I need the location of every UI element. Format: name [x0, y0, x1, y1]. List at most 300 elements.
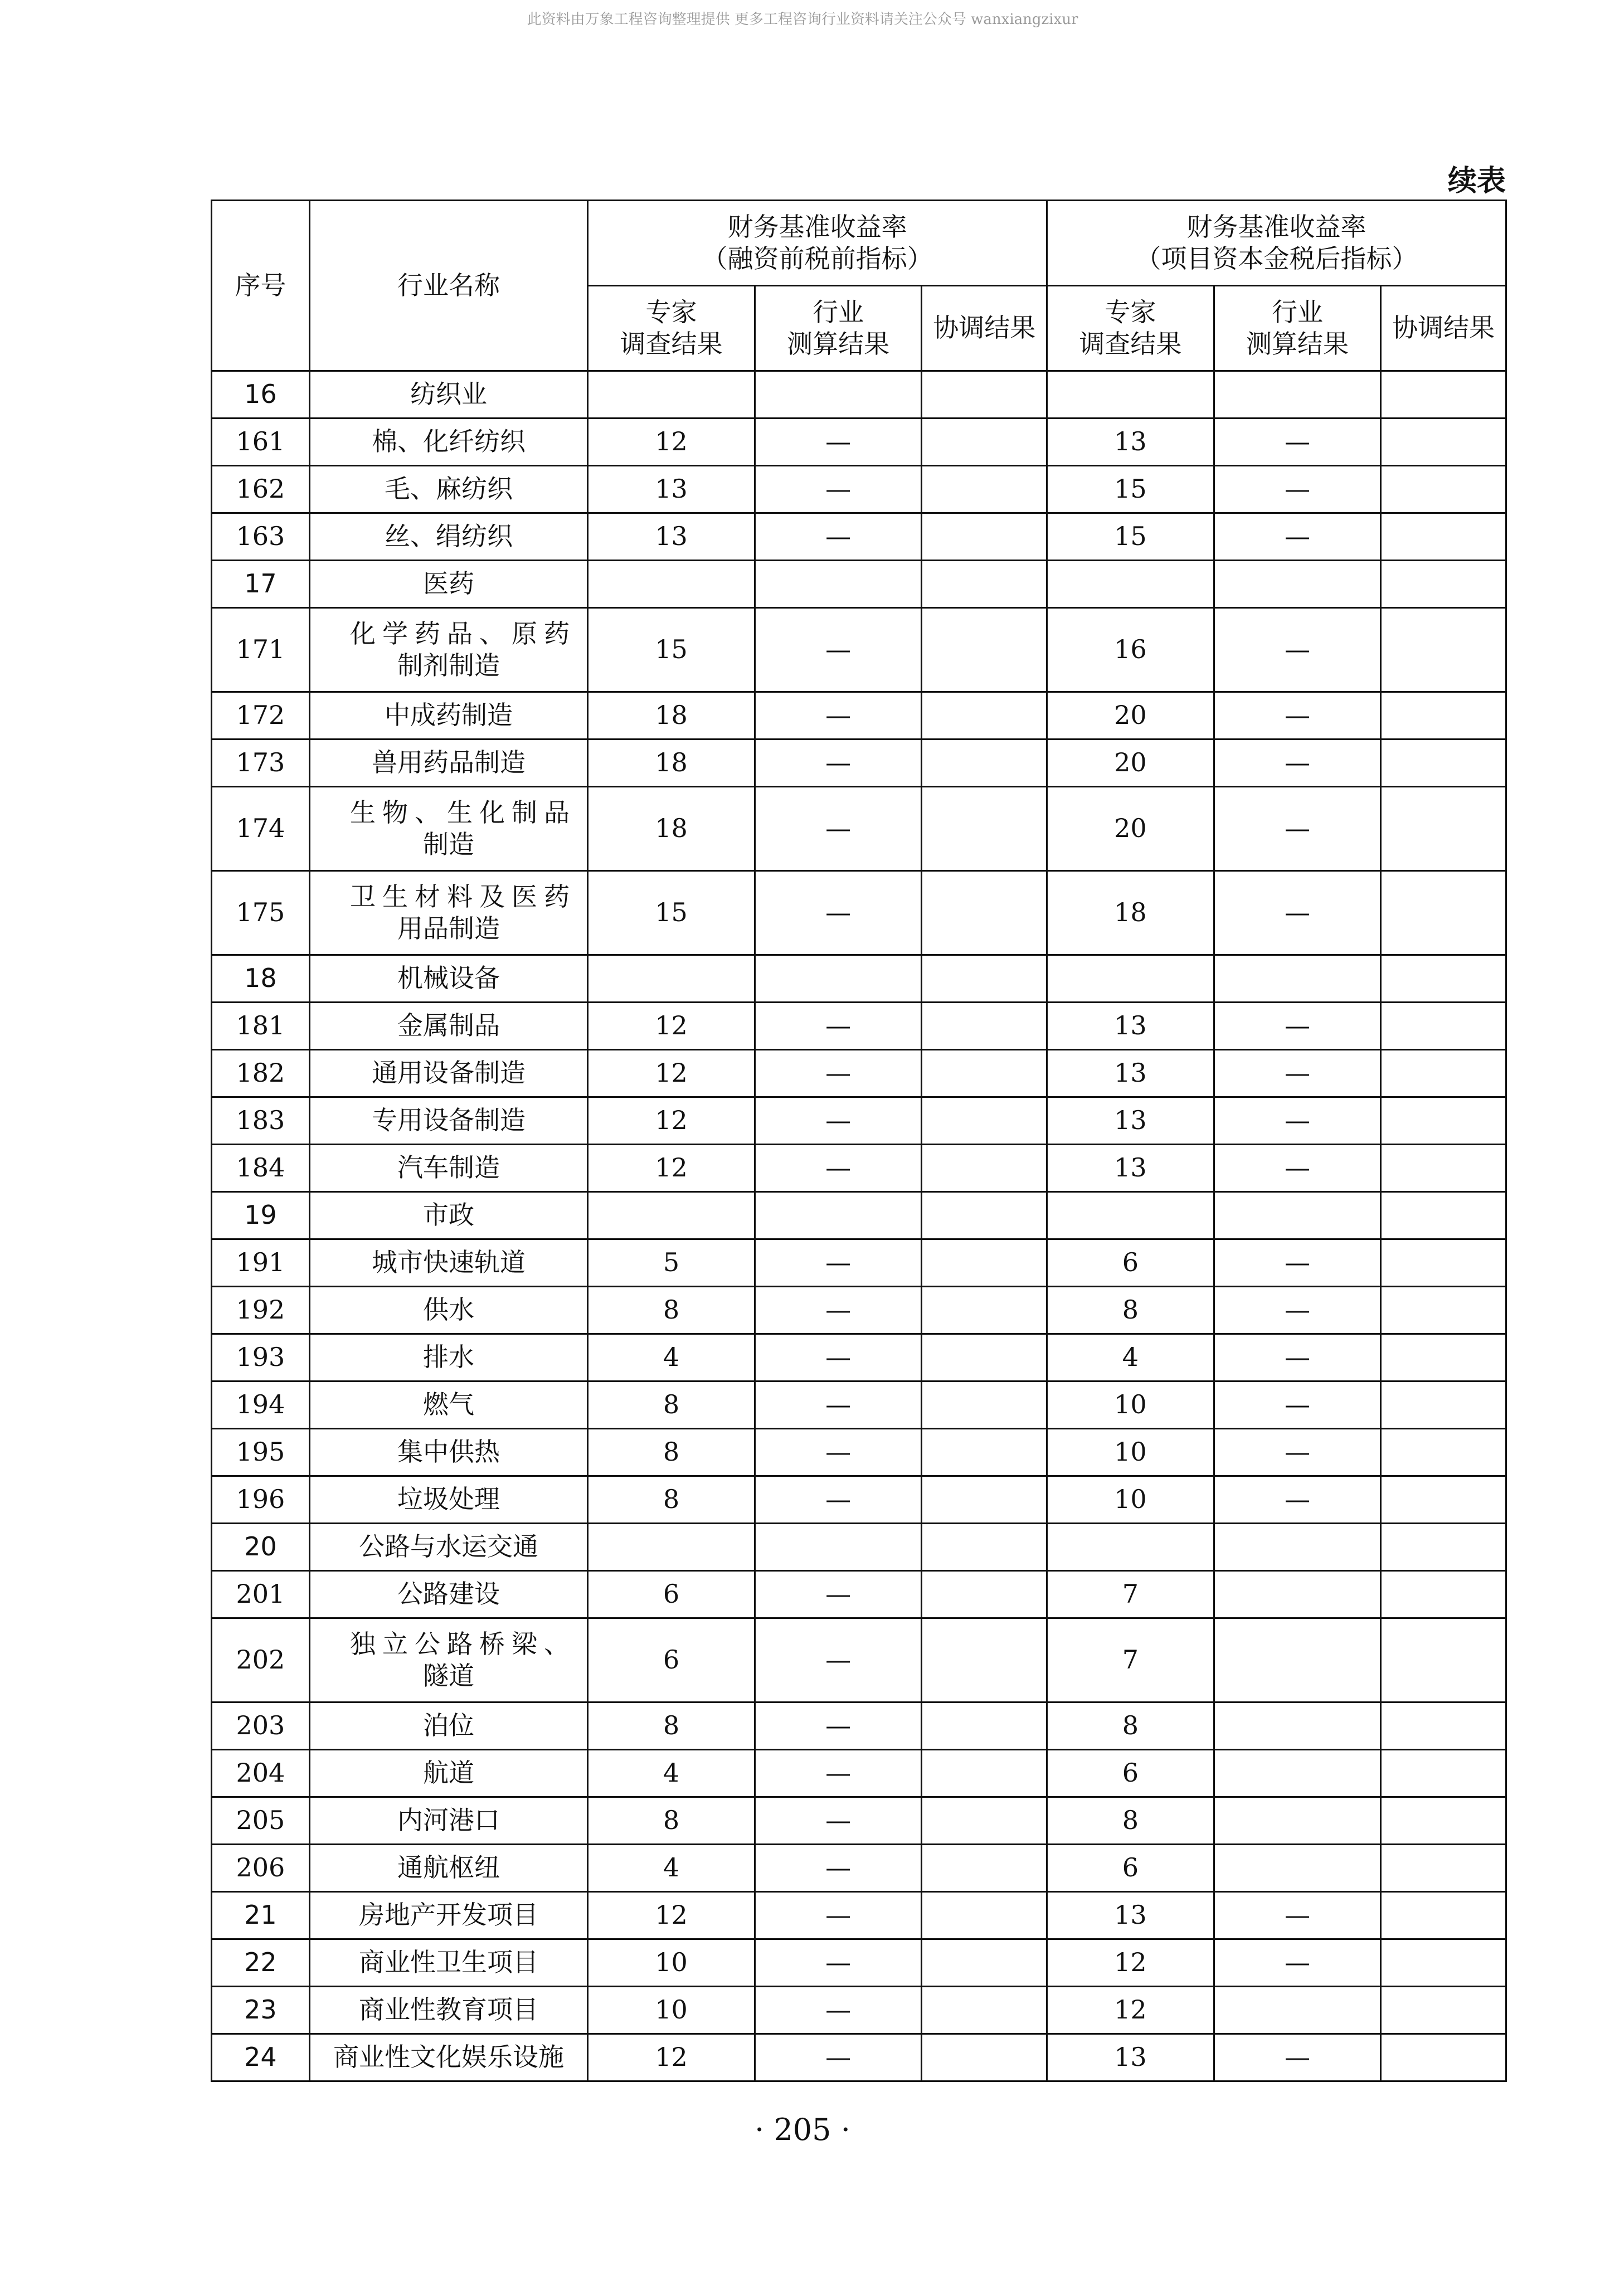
header-calc-1-l2: 测算结果 [787, 329, 890, 359]
row-coord-aftertax [1381, 1287, 1506, 1334]
row-industry-name: 垃圾处理 [309, 1476, 587, 1524]
header-expert-2-l1: 专家 [1105, 296, 1156, 327]
row-industry-name: 金属制品 [309, 1003, 587, 1050]
table-row [212, 466, 1506, 513]
table-row [212, 1939, 1506, 1987]
table-row [212, 1239, 1506, 1287]
row-calc-aftertax: — [1214, 871, 1381, 955]
row-calc-pretax [755, 561, 922, 608]
row-coord-pretax [922, 1476, 1047, 1524]
row-code: 205 [212, 1797, 310, 1845]
table-row [212, 371, 1506, 419]
row-industry-name: 机械设备 [309, 955, 587, 1003]
row-code: 21 [212, 1892, 310, 1939]
row-code: 193 [212, 1334, 310, 1382]
row-industry-name: 丝、绢纺织 [309, 513, 587, 561]
row-calc-aftertax: — [1214, 740, 1381, 787]
row-expert-pretax: 12 [588, 2034, 755, 2081]
row-code: 202 [212, 1618, 310, 1702]
table-row [212, 871, 1506, 955]
header-group-aftertax-line1: 财务基准收益率 [1186, 211, 1366, 242]
table-row [212, 1050, 1506, 1097]
row-calc-aftertax: — [1214, 787, 1381, 871]
row-coord-pretax [922, 1097, 1047, 1145]
row-coord-aftertax [1381, 1476, 1506, 1524]
row-expert-pretax: 18 [588, 740, 755, 787]
row-expert-pretax: 18 [588, 692, 755, 740]
row-expert-aftertax: 6 [1047, 1239, 1214, 1287]
row-calc-aftertax [1214, 1618, 1381, 1702]
row-expert-aftertax: 13 [1047, 1050, 1214, 1097]
row-calc-pretax: — [755, 466, 922, 513]
row-calc-pretax [755, 1192, 922, 1239]
row-calc-aftertax: — [1214, 1003, 1381, 1050]
row-industry-name-line1: 卫生材料及医药 [350, 881, 577, 912]
row-expert-pretax: 8 [588, 1382, 755, 1429]
row-code: 174 [212, 787, 310, 871]
row-coord-aftertax [1381, 1050, 1506, 1097]
row-coord-pretax [922, 608, 1047, 692]
row-coord-aftertax [1381, 419, 1506, 466]
row-coord-aftertax [1381, 2034, 1506, 2081]
row-coord-pretax [922, 871, 1047, 955]
row-calc-aftertax: — [1214, 1239, 1381, 1287]
row-industry-name: 市政 [309, 1192, 587, 1239]
row-industry-name: 燃气 [309, 1382, 587, 1429]
table-row [212, 1287, 1506, 1334]
row-coord-aftertax [1381, 1192, 1506, 1239]
header-group-aftertax-line2: （项目资本金税后指标） [1135, 244, 1418, 274]
table-row [212, 2034, 1506, 2081]
row-expert-aftertax: 20 [1047, 692, 1214, 740]
row-expert-pretax: 6 [588, 1618, 755, 1702]
row-expert-aftertax: 18 [1047, 871, 1214, 955]
row-code: 17 [212, 561, 310, 608]
row-calc-pretax: — [755, 1618, 922, 1702]
row-industry-name: 内河港口 [309, 1797, 587, 1845]
row-industry-name: 公路建设 [309, 1571, 587, 1618]
row-expert-aftertax: 8 [1047, 1797, 1214, 1845]
row-coord-aftertax [1381, 1239, 1506, 1287]
row-code: 16 [212, 371, 310, 419]
row-code: 23 [212, 1987, 310, 2034]
row-calc-pretax: — [755, 1239, 922, 1287]
row-calc-pretax: — [755, 1702, 922, 1750]
row-industry-name: 毛、麻纺织 [309, 466, 587, 513]
row-calc-pretax [755, 1524, 922, 1571]
row-industry-name-line2: 制造 [423, 829, 475, 859]
row-calc-pretax [755, 371, 922, 419]
row-code: 172 [212, 692, 310, 740]
row-coord-aftertax [1381, 513, 1506, 561]
row-industry-name: 航道 [309, 1750, 587, 1797]
row-calc-pretax: — [755, 692, 922, 740]
row-coord-pretax [922, 1845, 1047, 1892]
row-calc-pretax: — [755, 1334, 922, 1382]
row-coord-pretax [922, 740, 1047, 787]
row-calc-aftertax [1214, 1702, 1381, 1750]
row-code: 206 [212, 1845, 310, 1892]
row-code: 192 [212, 1287, 310, 1334]
row-coord-pretax [922, 1050, 1047, 1097]
row-industry-name: 专用设备制造 [309, 1097, 587, 1145]
row-expert-aftertax: 10 [1047, 1476, 1214, 1524]
row-calc-aftertax: — [1214, 1476, 1381, 1524]
row-calc-pretax: — [755, 1003, 922, 1050]
row-industry-name: 公路与水运交通 [309, 1524, 587, 1571]
watermark-text: 此资料由万象工程咨询整理提供 更多工程咨询行业资料请关注公众号 wanxiangzixur [527, 11, 1078, 28]
row-industry-name: 医药 [309, 561, 587, 608]
row-coord-pretax [922, 419, 1047, 466]
row-coord-pretax [922, 1429, 1047, 1476]
header-group-aftertax [1047, 201, 1506, 286]
row-coord-aftertax [1381, 466, 1506, 513]
table-row [212, 1702, 1506, 1750]
table-row [212, 1750, 1506, 1797]
row-coord-pretax [922, 1145, 1047, 1192]
row-coord-aftertax [1381, 1524, 1506, 1571]
row-calc-aftertax: — [1214, 1145, 1381, 1192]
row-industry-name: 商业性卫生项目 [309, 1939, 587, 1987]
table-row [212, 787, 1506, 871]
row-calc-aftertax: — [1214, 1382, 1381, 1429]
row-calc-pretax: — [755, 1382, 922, 1429]
row-calc-aftertax: — [1214, 1050, 1381, 1097]
table-row [212, 1192, 1506, 1239]
row-coord-pretax [922, 1334, 1047, 1382]
row-expert-pretax: 12 [588, 1097, 755, 1145]
row-calc-aftertax [1214, 1192, 1381, 1239]
row-coord-aftertax [1381, 692, 1506, 740]
row-industry-name: 通用设备制造 [309, 1050, 587, 1097]
row-calc-pretax: — [755, 1571, 922, 1618]
table-row [212, 1476, 1506, 1524]
row-code: 175 [212, 871, 310, 955]
row-coord-aftertax [1381, 1097, 1506, 1145]
row-coord-pretax [922, 1939, 1047, 1987]
row-calc-pretax: — [755, 1429, 922, 1476]
row-coord-pretax [922, 371, 1047, 419]
row-coord-pretax [922, 1239, 1047, 1287]
row-calc-pretax: — [755, 2034, 922, 2081]
row-industry-name-line1: 生物、生化制品 [350, 797, 577, 828]
header-calc-1-l1: 行业 [813, 296, 864, 327]
row-industry-name: 排水 [309, 1334, 587, 1382]
row-coord-pretax [922, 1892, 1047, 1939]
row-industry-name-line1: 独立公路桥梁、 [350, 1628, 577, 1659]
table-row [212, 1987, 1506, 2034]
row-expert-pretax [588, 1192, 755, 1239]
row-industry-name-line1: 化学药品、原药 [350, 618, 577, 649]
row-coord-pretax [922, 1987, 1047, 2034]
row-industry-name: 中成药制造 [309, 692, 587, 740]
row-coord-aftertax [1381, 371, 1506, 419]
row-code: 191 [212, 1239, 310, 1287]
row-code: 18 [212, 955, 310, 1003]
row-industry-name [309, 608, 587, 692]
row-expert-aftertax [1047, 561, 1214, 608]
header-calc-2-l2: 测算结果 [1246, 329, 1349, 359]
row-industry-name-line2: 制剂制造 [397, 650, 500, 680]
row-coord-pretax [922, 1797, 1047, 1845]
table-row [212, 1003, 1506, 1050]
row-industry-name: 商业性教育项目 [309, 1987, 587, 2034]
row-expert-pretax: 12 [588, 1003, 755, 1050]
row-calc-aftertax [1214, 1571, 1381, 1618]
row-calc-aftertax: — [1214, 692, 1381, 740]
row-calc-pretax: — [755, 871, 922, 955]
table-row [212, 1334, 1506, 1382]
row-code: 181 [212, 1003, 310, 1050]
row-expert-pretax: 12 [588, 419, 755, 466]
row-expert-pretax: 12 [588, 1892, 755, 1939]
row-coord-pretax [922, 692, 1047, 740]
row-calc-aftertax: — [1214, 608, 1381, 692]
table-row [212, 1524, 1506, 1571]
row-coord-aftertax [1381, 787, 1506, 871]
row-coord-aftertax [1381, 1702, 1506, 1750]
row-calc-pretax: — [755, 1845, 922, 1892]
row-calc-aftertax: — [1214, 1334, 1381, 1382]
row-calc-aftertax: — [1214, 1287, 1381, 1334]
row-industry-name: 纺织业 [309, 371, 587, 419]
header-industry: 行业名称 [309, 201, 587, 371]
row-industry-name: 汽车制造 [309, 1145, 587, 1192]
row-expert-aftertax [1047, 371, 1214, 419]
row-code: 161 [212, 419, 310, 466]
row-calc-aftertax: — [1214, 466, 1381, 513]
row-industry-name: 集中供热 [309, 1429, 587, 1476]
row-expert-pretax [588, 371, 755, 419]
table-row [212, 1429, 1506, 1476]
row-coord-pretax [922, 1382, 1047, 1429]
row-expert-aftertax: 4 [1047, 1334, 1214, 1382]
row-calc-aftertax: — [1214, 2034, 1381, 2081]
row-industry-name-line2: 用品制造 [397, 913, 500, 943]
row-coord-pretax [922, 1618, 1047, 1702]
row-expert-aftertax: 6 [1047, 1845, 1214, 1892]
row-calc-pretax: — [755, 1050, 922, 1097]
header-calc-1 [755, 286, 922, 371]
row-calc-aftertax: — [1214, 513, 1381, 561]
row-code: 195 [212, 1429, 310, 1476]
table-row [212, 561, 1506, 608]
header-expert-1-l1: 专家 [645, 296, 697, 327]
table-row [212, 1145, 1506, 1192]
row-coord-aftertax [1381, 955, 1506, 1003]
row-industry-name: 兽用药品制造 [309, 740, 587, 787]
row-expert-pretax: 13 [588, 513, 755, 561]
row-calc-aftertax [1214, 1797, 1381, 1845]
row-expert-aftertax: 13 [1047, 2034, 1214, 2081]
row-coord-aftertax [1381, 561, 1506, 608]
table-row [212, 740, 1506, 787]
row-coord-pretax [922, 787, 1047, 871]
row-expert-pretax: 4 [588, 1750, 755, 1797]
row-calc-pretax: — [755, 1987, 922, 2034]
header-expert-1-l2: 调查结果 [620, 329, 723, 359]
row-coord-aftertax [1381, 1845, 1506, 1892]
table-row [212, 1797, 1506, 1845]
row-code: 19 [212, 1192, 310, 1239]
row-calc-pretax: — [755, 1097, 922, 1145]
row-coord-pretax [922, 1192, 1047, 1239]
row-expert-aftertax: 6 [1047, 1750, 1214, 1797]
row-coord-pretax [922, 1750, 1047, 1797]
row-expert-aftertax: 15 [1047, 513, 1214, 561]
row-coord-pretax [922, 955, 1047, 1003]
header-group-pretax-line1: 财务基准收益率 [727, 211, 907, 242]
row-expert-aftertax: 12 [1047, 1987, 1214, 2034]
row-calc-aftertax: — [1214, 1097, 1381, 1145]
row-calc-aftertax: — [1214, 419, 1381, 466]
row-calc-pretax: — [755, 740, 922, 787]
row-expert-pretax: 4 [588, 1334, 755, 1382]
table-row [212, 1382, 1506, 1429]
table-row [212, 955, 1506, 1003]
row-code: 204 [212, 1750, 310, 1797]
row-code: 162 [212, 466, 310, 513]
row-expert-pretax: 8 [588, 1797, 755, 1845]
row-calc-pretax: — [755, 1892, 922, 1939]
row-expert-aftertax [1047, 1192, 1214, 1239]
row-expert-aftertax [1047, 1524, 1214, 1571]
row-coord-pretax [922, 1524, 1047, 1571]
row-expert-aftertax: 10 [1047, 1382, 1214, 1429]
row-expert-aftertax: 13 [1047, 1145, 1214, 1192]
row-coord-aftertax [1381, 1334, 1506, 1382]
benchmark-rate-table [211, 200, 1507, 2082]
row-calc-pretax: — [755, 1939, 922, 1987]
row-industry-name: 城市快速轨道 [309, 1239, 587, 1287]
row-industry-name: 通航枢纽 [309, 1845, 587, 1892]
row-expert-pretax: 6 [588, 1571, 755, 1618]
header-calc-2 [1214, 286, 1381, 371]
row-calc-aftertax: — [1214, 1939, 1381, 1987]
header-group-pretax [588, 201, 1047, 286]
row-coord-aftertax [1381, 1892, 1506, 1939]
row-coord-aftertax [1381, 1571, 1506, 1618]
table-row [212, 1618, 1506, 1702]
row-coord-aftertax [1381, 740, 1506, 787]
row-code: 201 [212, 1571, 310, 1618]
table-row [212, 692, 1506, 740]
row-calc-aftertax: — [1214, 1429, 1381, 1476]
row-calc-aftertax [1214, 955, 1381, 1003]
row-coord-aftertax [1381, 1618, 1506, 1702]
table-row [212, 419, 1506, 466]
row-coord-pretax [922, 561, 1047, 608]
table-row [212, 1571, 1506, 1618]
row-expert-aftertax: 13 [1047, 1003, 1214, 1050]
row-expert-aftertax: 7 [1047, 1571, 1214, 1618]
row-code: 173 [212, 740, 310, 787]
row-expert-pretax [588, 561, 755, 608]
row-code: 22 [212, 1939, 310, 1987]
table-row [212, 1892, 1506, 1939]
row-industry-name: 商业性文化娱乐设施 [309, 2034, 587, 2081]
row-code: 196 [212, 1476, 310, 1524]
continued-label: 续表 [1447, 164, 1506, 198]
row-industry-name: 供水 [309, 1287, 587, 1334]
row-coord-aftertax [1381, 1429, 1506, 1476]
row-industry-name [309, 1618, 587, 1702]
row-code: 182 [212, 1050, 310, 1097]
header-expert-1 [588, 286, 755, 371]
table-row [212, 608, 1506, 692]
row-expert-pretax [588, 1524, 755, 1571]
row-expert-aftertax: 7 [1047, 1618, 1214, 1702]
header-calc-2-l1: 行业 [1271, 296, 1323, 327]
row-coord-aftertax [1381, 1987, 1506, 2034]
table-body [212, 371, 1506, 2081]
row-calc-pretax: — [755, 1145, 922, 1192]
row-expert-aftertax: 10 [1047, 1429, 1214, 1476]
row-calc-pretax [755, 955, 922, 1003]
row-calc-pretax: — [755, 513, 922, 561]
row-expert-aftertax: 20 [1047, 787, 1214, 871]
row-expert-aftertax: 8 [1047, 1287, 1214, 1334]
row-expert-pretax: 5 [588, 1239, 755, 1287]
row-coord-aftertax [1381, 871, 1506, 955]
row-industry-name-line2: 隧道 [423, 1661, 475, 1691]
row-coord-pretax [922, 1003, 1047, 1050]
row-coord-aftertax [1381, 1939, 1506, 1987]
row-expert-pretax: 8 [588, 1287, 755, 1334]
row-expert-pretax: 4 [588, 1845, 755, 1892]
row-calc-pretax: — [755, 1287, 922, 1334]
row-expert-pretax: 18 [588, 787, 755, 871]
row-code: 171 [212, 608, 310, 692]
row-expert-pretax: 8 [588, 1702, 755, 1750]
row-calc-aftertax [1214, 1845, 1381, 1892]
page-number: · 205 · [755, 2112, 850, 2147]
row-industry-name: 棉、化纤纺织 [309, 419, 587, 466]
row-code: 184 [212, 1145, 310, 1192]
row-expert-pretax: 12 [588, 1050, 755, 1097]
row-code: 163 [212, 513, 310, 561]
row-industry-name: 房地产开发项目 [309, 1892, 587, 1939]
row-coord-aftertax [1381, 1382, 1506, 1429]
row-expert-aftertax: 15 [1047, 466, 1214, 513]
row-code: 183 [212, 1097, 310, 1145]
row-expert-pretax: 8 [588, 1429, 755, 1476]
row-code: 203 [212, 1702, 310, 1750]
header-coord-2: 协调结果 [1381, 286, 1506, 371]
row-expert-aftertax: 8 [1047, 1702, 1214, 1750]
row-calc-pretax: — [755, 787, 922, 871]
row-coord-aftertax [1381, 1003, 1506, 1050]
row-expert-pretax: 10 [588, 1987, 755, 2034]
row-expert-pretax: 15 [588, 608, 755, 692]
row-coord-pretax [922, 1287, 1047, 1334]
row-calc-pretax: — [755, 1476, 922, 1524]
row-coord-aftertax [1381, 1750, 1506, 1797]
row-expert-pretax: 10 [588, 1939, 755, 1987]
row-expert-pretax: 13 [588, 466, 755, 513]
table-row [212, 1097, 1506, 1145]
row-coord-aftertax [1381, 1145, 1506, 1192]
row-coord-pretax [922, 466, 1047, 513]
row-calc-aftertax: — [1214, 1892, 1381, 1939]
row-expert-aftertax: 13 [1047, 419, 1214, 466]
row-coord-aftertax [1381, 608, 1506, 692]
row-calc-pretax: — [755, 1797, 922, 1845]
row-calc-pretax: — [755, 1750, 922, 1797]
row-industry-name [309, 787, 587, 871]
row-calc-pretax: — [755, 608, 922, 692]
header-group-pretax-line2: （融资前税前指标） [702, 244, 933, 274]
